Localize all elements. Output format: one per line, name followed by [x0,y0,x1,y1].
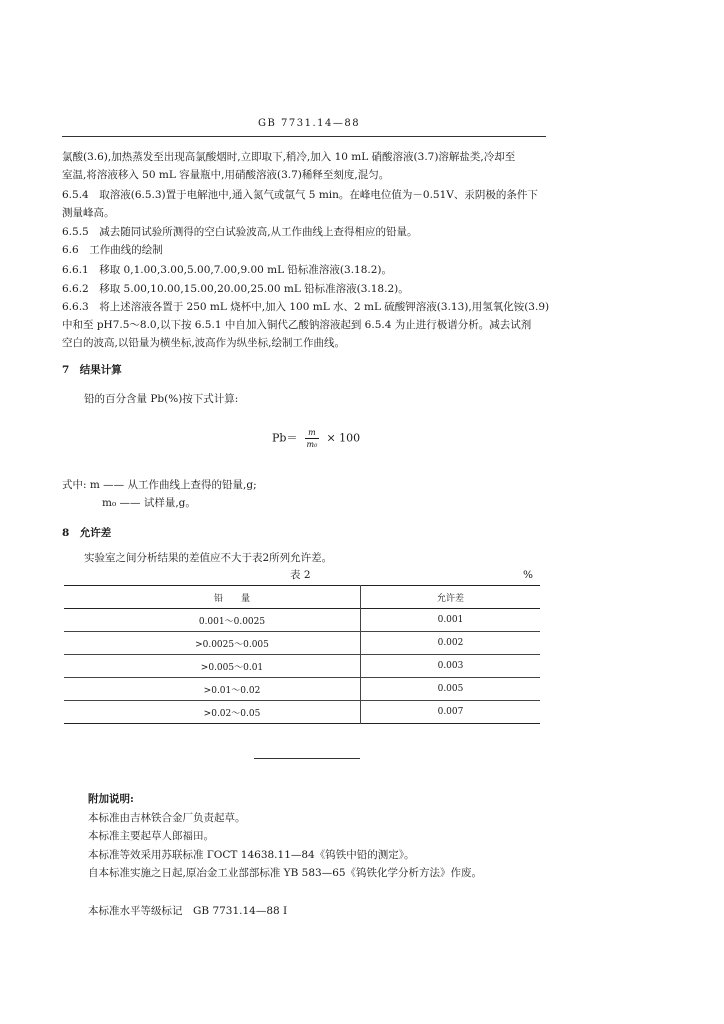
clause-6-6-1: 6.6.1 移取 0,1.00,3.00,5.00,7.00,9.00 mL 铅标准溶液(3.18.2)。 [62,264,393,276]
note-superseded-standard: 自本标准实施之日起,原冶金工业部部标准 YB 583—65《钨铁化学分析方法》作废。 [88,867,483,879]
additional-notes-title: 附加说明: [88,793,134,805]
header-tolerance: 允许差 [436,593,464,604]
lead-range: >0.01～0.02 [64,678,360,701]
paragraph-continued-2: 室温,将溶液移入 50 mL 容量瓶中,用硝酸溶液(3.7)稀释至刻度,混匀。 [62,169,390,181]
where-line-1: 式中: m —— 从工作曲线上查得的铅量,g; [62,479,257,491]
formula [272,428,360,449]
table-row [64,701,540,724]
table-row [64,655,540,678]
table-row [64,678,540,701]
clause-6-5-5: 6.5.5 减去随同试验所测得的空白试验波高,从工作曲线上查得相应的铅量。 [62,226,418,238]
table-header-row [64,586,540,609]
note-drafting-unit: 本标准由吉林铁合金厂负责起草。 [88,812,246,824]
formula-denominator: m₀ [306,440,318,449]
formula-intro: 铅的百分含量 Pb(%)按下式计算: [84,393,239,405]
fraction-bar [305,438,319,439]
clause-6-6-3-cont-2: 空白的波高,以铅量为横坐标,波高作为纵坐标,绘制工作曲线。 [62,337,346,349]
tolerance-value: 0.003 [437,661,464,671]
header-rule [62,136,546,137]
tolerance-value: 0.007 [437,707,464,717]
where-line-2: m₀ —— 试样量,g。 [102,497,196,509]
table-title: 表 2 [290,569,311,581]
tolerance-table [64,585,540,724]
note-drafter: 本标准主要起草人郎福田。 [88,830,214,842]
standard-code-header: GB 7731.14—88 [258,118,361,129]
lead-range: >0.02～0.05 [64,701,360,724]
table-row [64,609,540,632]
end-of-text-rule [254,758,360,759]
lead-range: >0.0025～0.005 [64,632,360,655]
heading-8: 8 允许差 [62,527,112,539]
formula-fraction [305,428,319,449]
clause-6-6-2: 6.6.2 移取 5.00,10.00,15.00,20.00,25.00 mL 铅标准溶液(3.18.2)。 [62,283,409,295]
clause-6-6-3: 6.6.3 将上述溶液各置于 250 mL 烧杯中,加入 100 mL 水、2 mL 硫酸钾溶液(3.13),用氢氧化铵(3.9) [62,301,550,313]
formula-lhs: Pb＝ [272,431,298,445]
heading-6-6: 6.6 工作曲线的绘制 [62,244,163,256]
note-equivalent-standard: 本标准等效采用苏联标准 ГОСТ 14638.11—84《钨铁中铅的测定》。 [88,849,415,861]
tolerance-value: 0.001 [437,615,464,625]
table-row [64,632,540,655]
paragraph-continued: 氯酸(3.6),加热蒸发至出现高氯酸烟时,立即取下,稍冷,加入 10 mL 硝酸溶液(3.7)溶解盐类,冷却至 [62,151,516,163]
clause-6-5-4: 6.5.4 取溶液(6.5.3)置于电解池中,通入氮气或氩气 5 min。在峰电位值为－0.51V、汞阴极的条件下 [62,189,538,201]
tolerance-value: 0.005 [437,684,464,694]
lead-range: >0.005～0.01 [64,655,360,678]
standard-level-mark: 本标准水平等级标记 GB 7731.14—88 I [88,905,288,917]
formula-numerator: m [308,428,316,437]
formula-rhs: × 100 [326,431,361,445]
table-unit: % [523,569,533,581]
header-lead-content: 铅 量 [64,586,360,609]
tolerance-value: 0.002 [437,638,464,648]
tolerance-intro: 实验室之间分析结果的差值应不大于表2所列允许差。 [84,552,333,564]
lead-range: 0.001～0.0025 [64,609,360,632]
clause-6-5-4-cont: 测量峰高。 [62,207,115,219]
clause-6-6-3-cont: 中和至 pH7.5～8.0,以下按 6.5.1 中自加入铜代乙酸钠溶液起到 6.5.4 为止进行极谱分析。减去试剂 [62,319,532,331]
heading-7: 7 结果计算 [62,364,122,376]
